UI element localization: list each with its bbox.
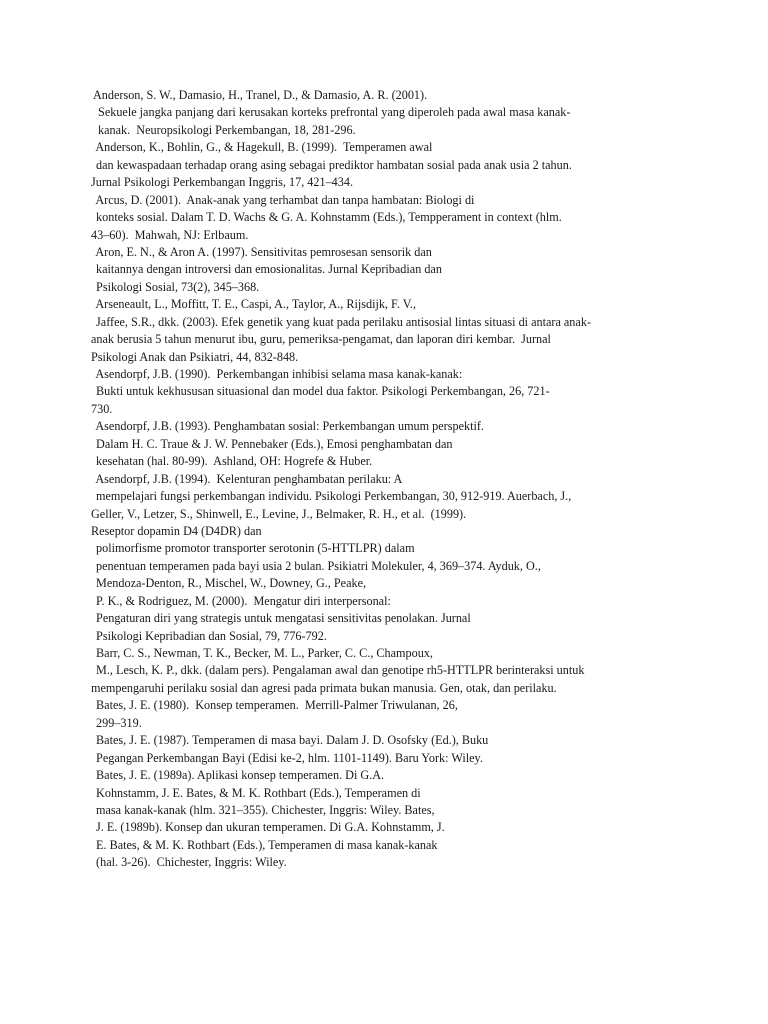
reference-line: P. K., & Rodriguez, M. (2000). Mengatur diri interpersonal:: [93, 593, 391, 608]
reference-line: Anderson, S. W., Damasio, H., Tranel, D., & Damasio, A. R. (2001).: [93, 88, 428, 102]
reference-line: Barr, C. S., Newman, T. K., Becker, M. L., Parker, C. C., Champoux,: [93, 646, 433, 660]
reference-line: Jurnal Psikologi Perkembangan Inggris, 17, 421–434.: [91, 175, 354, 190]
reference-line: Pegangan Perkembangan Bayi (Edisi ke-2, hlm. 1101-1149). Baru York: Wiley.: [93, 750, 483, 765]
reference-list: [0, 87, 768, 872]
reference-line: kanak. Neuropsikologi Perkembangan, 18, 281-296.: [95, 122, 356, 137]
reference-line: anak berusia 5 tahun menurut ibu, guru, pemeriksa-pengamat, dan laporan diri kembar. Jurnal: [91, 332, 551, 347]
reference-line: Aron, E. N., & Aron A. (1997). Sensitivitas pemrosesan sensorik dan: [93, 244, 432, 259]
reference-line: polimorfisme promotor transporter serotonin (5-HTTLPR) dalam: [93, 541, 415, 556]
reference-line: Asendorpf, J.B. (1990). Perkembangan inhibisi selama masa kanak-kanak:: [93, 367, 463, 381]
reference-line: konteks sosial. Dalam T. D. Wachs & G. A. Kohnstamm (Eds.), Tempperament in context (hlm.: [93, 210, 562, 225]
reference-line: Asendorpf, J.B. (1994). Kelenturan penghambatan perilaku: A: [93, 471, 403, 486]
reference-line: Asendorpf, J.B. (1993). Penghambatan sosial: Perkembangan umum perspektif.: [93, 419, 484, 434]
reference-line: Mendoza-Denton, R., Mischel, W., Downey, G., Peake,: [93, 576, 367, 591]
reference-line: E. Bates, & M. K. Rothbart (Eds.), Temperamen di masa kanak-kanak: [93, 837, 438, 852]
reference-line: 299–319.: [93, 715, 142, 730]
reference-line: Arcus, D. (2001). Anak-anak yang terhambat dan tanpa hambatan: Biologi di: [93, 192, 475, 207]
reference-line: Reseptor dopamin D4 (D4DR) dan: [91, 523, 262, 538]
reference-line: Psikologi Kepribadian dan Sosial, 79, 776-792.: [93, 628, 327, 643]
reference-line: J. E. (1989b). Konsep dan ukuran temperamen. Di G.A. Kohnstamm, J.: [93, 820, 445, 835]
reference-line: 730.: [91, 401, 113, 416]
reference-line: Sekuele jangka panjang dari kerusakan korteks prefrontal yang diperoleh pada awal masa kanak-: [95, 105, 571, 120]
reference-line: Psikologi Sosial, 73(2), 345–368.: [93, 279, 260, 294]
reference-line: masa kanak-kanak (hlm. 321–355). Chichester, Inggris: Wiley. Bates,: [93, 802, 435, 817]
reference-line: Kohnstamm, J. E. Bates, & M. K. Rothbart (Eds.), Temperamen di: [93, 785, 421, 800]
reference-line: Bates, J. E. (1987). Temperamen di masa bayi. Dalam J. D. Osofsky (Ed.), Buku: [93, 733, 489, 748]
reference-line: Jaffee, S.R., dkk. (2003). Efek genetik yang kuat pada perilaku antisosial lintas situasi di antara anak-: [93, 314, 591, 329]
reference-line: kaitannya dengan introversi dan emosionalitas. Jurnal Kepribadian dan: [93, 262, 442, 277]
reference-line: Arseneault, L., Moffitt, T. E., Caspi, A., Taylor, A., Rijsdijk, F. V.,: [93, 297, 417, 312]
reference-line: M., Lesch, K. P., dkk. (dalam pers). Pengalaman awal dan genotipe rh5-HTTLPR berinteraksi untuk: [93, 663, 585, 678]
reference-line: Bates, J. E. (1980). Konsep temperamen. Merrill-Palmer Triwulanan, 26,: [93, 698, 458, 713]
reference-line: Pengaturan diri yang strategis untuk mengatasi sensitivitas penolakan. Jurnal: [93, 611, 471, 626]
reference-line: (hal. 3-26). Chichester, Inggris: Wiley.: [93, 855, 287, 870]
reference-line: 43–60). Mahwah, NJ: Erlbaum.: [91, 227, 249, 242]
reference-line: Anderson, K., Bohlin, G., & Hagekull, B. (1999). Temperamen awal: [93, 140, 433, 155]
reference-line: mempelajari fungsi perkembangan individu. Psikologi Perkembangan, 30, 912-919. Auerbach, J.,: [93, 489, 572, 504]
reference-line: Dalam H. C. Traue & J. W. Pennebaker (Eds.), Emosi penghambatan dan: [93, 436, 453, 451]
reference-line: dan kewaspadaan terhadap orang asing sebagai prediktor hambatan sosial pada anak usia 2 tahun.: [93, 157, 572, 172]
reference-line: Bukti untuk kekhususan situasional dan model dua faktor. Psikologi Perkembangan, 26, 721-: [93, 384, 550, 399]
reference-line: Psikologi Anak dan Psikiatri, 44, 832-848.: [91, 349, 299, 364]
reference-line: Geller, V., Letzer, S., Shinwell, E., Levine, J., Belmaker, R. H., et al. (1999).: [91, 506, 467, 521]
reference-line: Bates, J. E. (1989a). Aplikasi konsep temperamen. Di G.A.: [93, 768, 385, 783]
reference-line: mempengaruhi perilaku sosial dan agresi pada primata bukan manusia. Gen, otak, dan perilaku.: [91, 680, 557, 695]
reference-line: penentuan temperamen pada bayi usia 2 bulan. Psikiatri Molekuler, 4, 369–374. Ayduk, O.,: [93, 558, 541, 573]
reference-line: kesehatan (hal. 80-99). Ashland, OH: Hogrefe & Huber.: [93, 454, 373, 469]
